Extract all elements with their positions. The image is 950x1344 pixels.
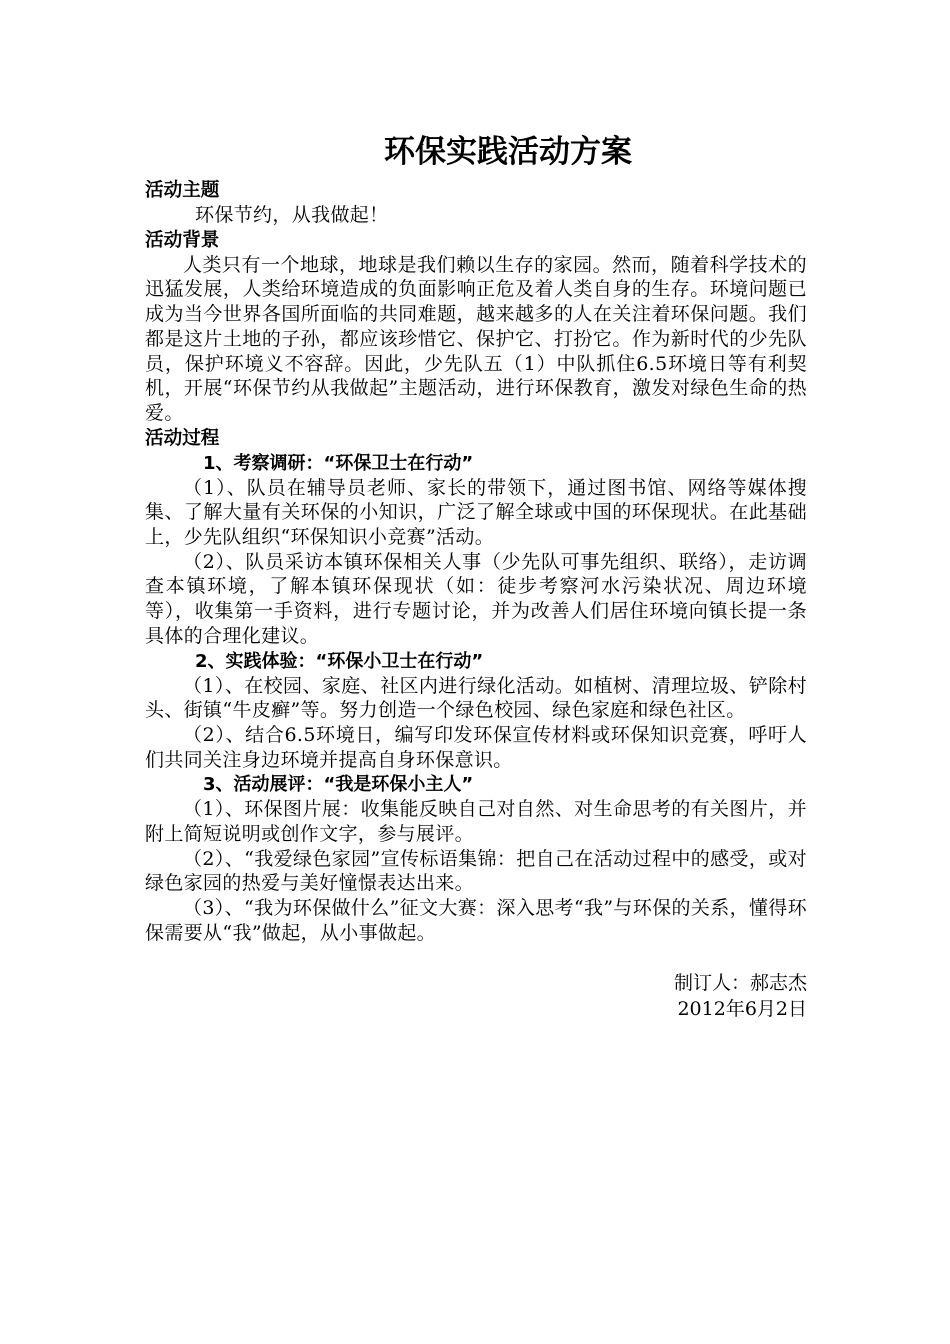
theme-heading: 活动主题 [145, 180, 220, 201]
background-paragraph: 人类只有一个地球，地球是我们赖以生存的家园。然而，随着科学技术的迅猛发展，人类给环境造成的负面影响正危及着人类自身的生存。环境问题已成为当今世界各国所面临的共同难题，越来越多的人在关注着环保问题。我们都是这片土地的子孙，都应该珍惜它、保护它、打扮它。作为新时代的少先队员，保护环境义不容辞。因此，少先队五（1）中队抓住6.5环境日等有利契机，开展“环保节约从我做起”主题活动，进行环保教育，激发对绿色生命的热爱。 [145, 253, 807, 424]
document-page [145, 130, 807, 1022]
background-heading: 活动背景 [145, 229, 220, 251]
signature-spacer [145, 946, 807, 970]
stage-1-item-2: （2）、队员采访本镇环保相关人事（少先队可事先组织、联络），走访调查本镇环境，了解本镇环保现状（如：徒步考察河水污染状况、周边环境等），收集第一手资料，进行专题讨论，并为改善人们居住环境向镇长提一条具体的合理化建议。 [145, 550, 807, 647]
stage-1-title: 1、考察调研：“环保卫士在行动” [203, 452, 474, 474]
stage-3-title: 3、活动展评：“我是环保小主人” [203, 774, 474, 796]
stage-3-item-2: （2）、“我爱绿色家园”宣传标语集锦：把自己在活动过程中的感受，或对绿色家园的热爱与美好憧憬表达出来。 [145, 847, 807, 895]
stage-2-item-1: （1）、在校园、家庭、社区内进行绿化活动。如植树、清理垃圾、铲除村头、街镇“牛皮癣”等。努力创造一个绿色校园、绿色家庭和绿色社区。 [145, 674, 807, 722]
process-heading: 活动过程 [145, 427, 220, 449]
stage-1-item-1: （1）、队员在辅导员老师、家长的带领下，通过图书馆、网络等媒体搜集、了解大量有关环保的小知识，广泛了解全球或中国的环保现状。在此基础上，少先队组织“环保知识小竞赛”活动。 [145, 476, 807, 549]
document-title: 环保实践活动方案 [384, 134, 632, 170]
stage-3-item-1: （1）、环保图片展：收集能反映自己对自然、对生命思考的有关图片，并附上简短说明或创作文字，参与展评。 [145, 798, 807, 846]
stage-2-item-2: （2）、结合6.5环境日，编写印发环保宣传材料或环保知识竞赛，呼吁人们共同关注身边环境并提高自身环保意识。 [145, 723, 807, 771]
theme-text: 环保节约，从我做起！ [195, 204, 389, 226]
signature-author: 制订人：郝志杰 [673, 971, 807, 994]
signature-date: 2012年6月2日 [677, 997, 807, 1020]
stage-3-item-3: （3）、“我为环保做什么”征文大赛：深入思考“我”与环保的关系，懂得环保需要从“我”做起，从小事做起。 [145, 897, 807, 944]
stage-2-title: 2、实践体验：“环保小卫士在行动” [195, 650, 484, 672]
